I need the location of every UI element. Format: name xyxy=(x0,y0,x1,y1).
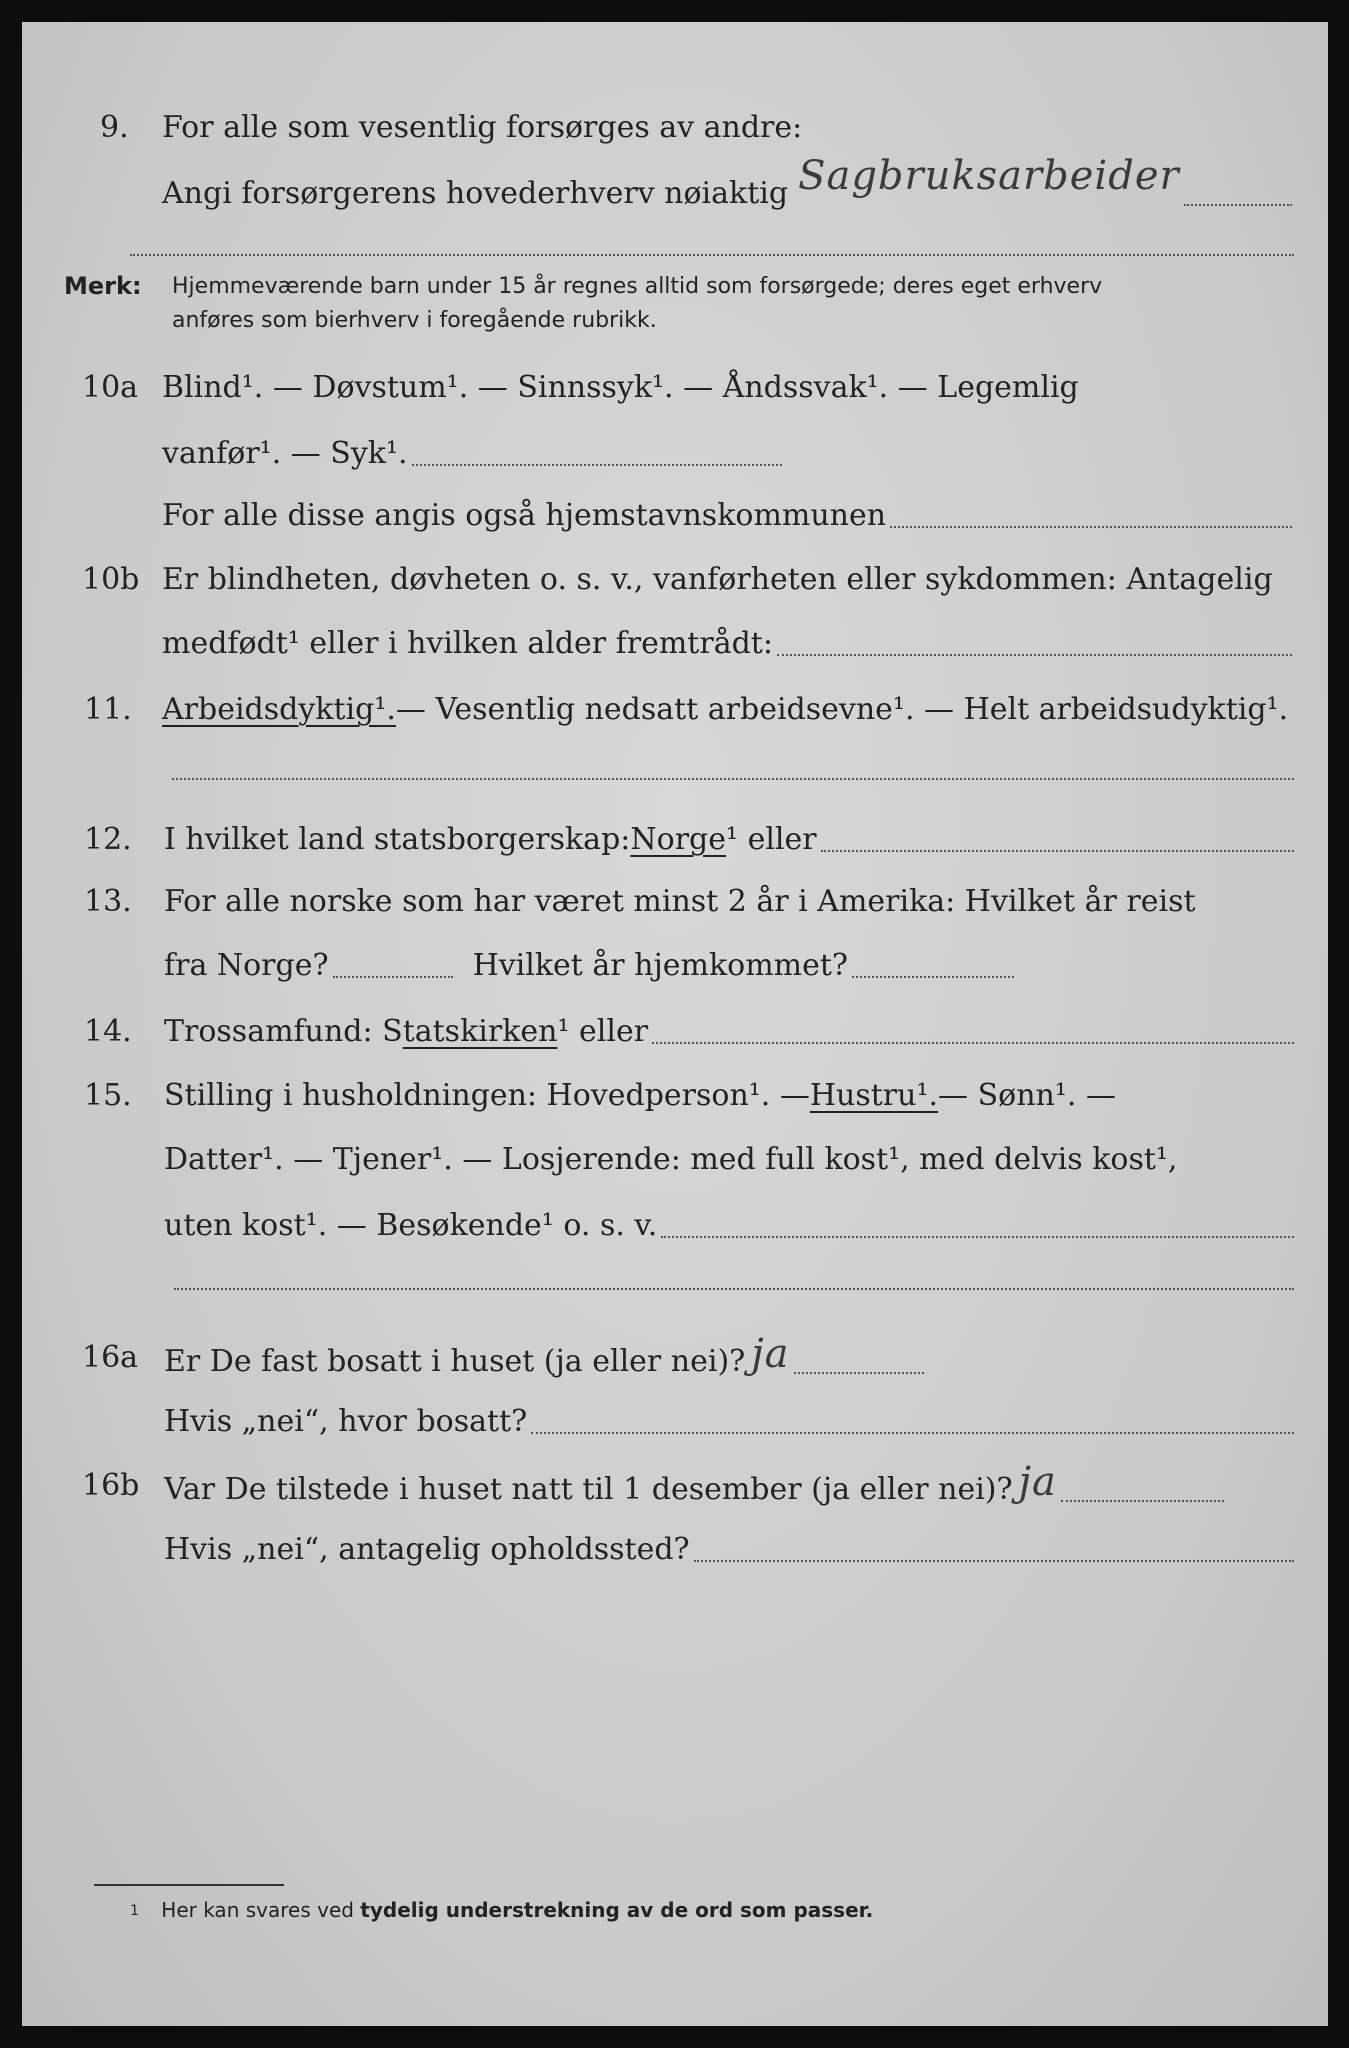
q10b-answer-line[interactable] xyxy=(777,653,1292,656)
q14-answer-line[interactable] xyxy=(652,1041,1294,1044)
q16b-line1 xyxy=(164,1459,1224,1508)
q15-number: 15. xyxy=(84,1078,132,1113)
q12-prefix: I hvilket land statsborgerskap: xyxy=(164,822,631,857)
q14-prefix: Trossamfund: S xyxy=(164,1014,403,1049)
q10a-line1: Blind¹. — Døvstum¹. — Sinnssyk¹. — Åndssvak¹. — Legemlig xyxy=(162,370,1079,405)
q16a-line1 xyxy=(164,1331,924,1380)
merk-line1: Hjemmeværende barn under 15 år regnes alltid som forsørgede; deres eget erhverv xyxy=(172,274,1103,299)
q10a-line2 xyxy=(162,436,782,472)
q15-line2: Datter¹. — Tjener¹. — Losjerende: med full kost¹, med delvis kost¹, xyxy=(164,1142,1178,1177)
q10a-answer-line[interactable] xyxy=(412,463,782,466)
q11-number: 11. xyxy=(84,692,132,727)
q13-label-reist: fra Norge? xyxy=(164,948,329,983)
q10b-label2: medfødt¹ eller i hvilken alder fremtrådt: xyxy=(162,626,773,661)
footnote-rule xyxy=(94,1884,284,1886)
q10a-label2: vanfør¹. — Syk¹. xyxy=(162,436,408,471)
q10a-number: 10a xyxy=(82,370,139,405)
q16b-answer[interactable]: ja xyxy=(1018,1459,1057,1505)
q11-line xyxy=(162,692,1288,728)
merk-line2: anføres som bierhverv i foregående rubrikk. xyxy=(172,308,657,333)
q9-answer[interactable]: Sagbruksarbeider xyxy=(798,153,1180,199)
q14-underlined-option[interactable]: tatskirken xyxy=(402,1014,558,1049)
q12-line xyxy=(164,822,1294,858)
q16a-number: 16a xyxy=(82,1340,139,1375)
q15-line1 xyxy=(164,1078,1116,1114)
footnote xyxy=(130,1898,873,1922)
q9-number: 9. xyxy=(100,110,129,145)
footnote-marker: 1 xyxy=(130,1903,139,1919)
q9-line2 xyxy=(162,153,1292,212)
q13-label-hjemkommet: Hvilket år hjemkommet? xyxy=(472,948,849,983)
q16b-line2 xyxy=(164,1532,1294,1568)
q12-answer-line[interactable] xyxy=(821,849,1294,852)
q12-underlined-option[interactable]: Norge xyxy=(630,822,727,857)
q16b-opholdssted-line[interactable] xyxy=(694,1559,1294,1562)
q16a-bosatt-line[interactable] xyxy=(531,1431,1294,1434)
q16a-line2 xyxy=(164,1404,1294,1440)
footnote-text: Her kan svares ved xyxy=(161,1898,361,1922)
q16b-label1: Var De tilstede i huset natt til 1 desember (ja eller nei)? xyxy=(164,1472,1013,1507)
q10a-line3 xyxy=(162,498,1292,534)
q14-line xyxy=(164,1014,1294,1050)
q16a-label1: Er De fast bosatt i huset (ja eller nei)? xyxy=(164,1344,746,1379)
q10b-line2 xyxy=(162,626,1292,662)
q9-line1: For alle som vesentlig forsørges av andre: xyxy=(162,110,803,145)
q15-line1-a: Stilling i husholdningen: Hovedperson¹. — xyxy=(164,1078,810,1113)
q16a-label2: Hvis „nei“, hvor bosatt? xyxy=(164,1404,528,1439)
q11-underlined-option[interactable]: Arbeidsdyktig¹. xyxy=(162,692,396,727)
q10b-number: 10b xyxy=(82,562,140,597)
q16b-label2: Hvis „nei“, antagelig opholdssted? xyxy=(164,1532,690,1567)
q12-suffix: ¹ eller xyxy=(726,822,817,857)
q9-label: Angi forsørgerens hovederhverv nøiaktig xyxy=(162,176,789,211)
q16a-answer-line xyxy=(794,1371,924,1374)
q13-line2 xyxy=(164,948,1014,984)
q10b-line1: Er blindheten, døvheten o. s. v., vanførheten eller sykdommen: Antagelig xyxy=(162,562,1273,597)
q16b-number: 16b xyxy=(82,1468,140,1503)
q16b-answer-line xyxy=(1061,1499,1224,1502)
q15-line3 xyxy=(164,1208,1294,1244)
q11-blank-line xyxy=(172,778,1294,780)
q9-blank-line xyxy=(130,254,1294,256)
q14-number: 14. xyxy=(84,1014,132,1049)
q15-answer-line[interactable] xyxy=(661,1235,1294,1238)
q13-line1: For alle norske som har været minst 2 år i Amerika: Hvilket år reist xyxy=(164,884,1196,919)
q13-hjemkommet-line[interactable] xyxy=(852,975,1014,978)
q13-reist-line[interactable] xyxy=(333,975,453,978)
q15-blank-line xyxy=(174,1288,1294,1290)
q11-rest: — Vesentlig nedsatt arbeidsevne¹. — Helt arbeidsudyktig¹. xyxy=(395,692,1289,727)
q15-line1-b: — Sønn¹. — xyxy=(938,1078,1116,1113)
q14-suffix: ¹ eller xyxy=(557,1014,649,1049)
q10a-label3: For alle disse angis også hjemstavnskommunen xyxy=(162,498,887,533)
footnote-text-bold: tydelig understrekning av de ord som passer. xyxy=(360,1898,874,1922)
q9-answer-line xyxy=(1184,203,1292,206)
q15-label3: uten kost¹. — Besøkende¹ o. s. v. xyxy=(164,1208,658,1243)
q15-underlined-option[interactable]: Hustru¹. xyxy=(809,1078,939,1113)
q10a-hjemstavn-line[interactable] xyxy=(890,525,1292,528)
merk-label: Merk: xyxy=(64,272,142,300)
census-form-page xyxy=(22,22,1328,2026)
q16a-answer[interactable]: ja xyxy=(751,1331,790,1377)
q12-number: 12. xyxy=(84,822,132,857)
q13-number: 13. xyxy=(84,884,132,919)
